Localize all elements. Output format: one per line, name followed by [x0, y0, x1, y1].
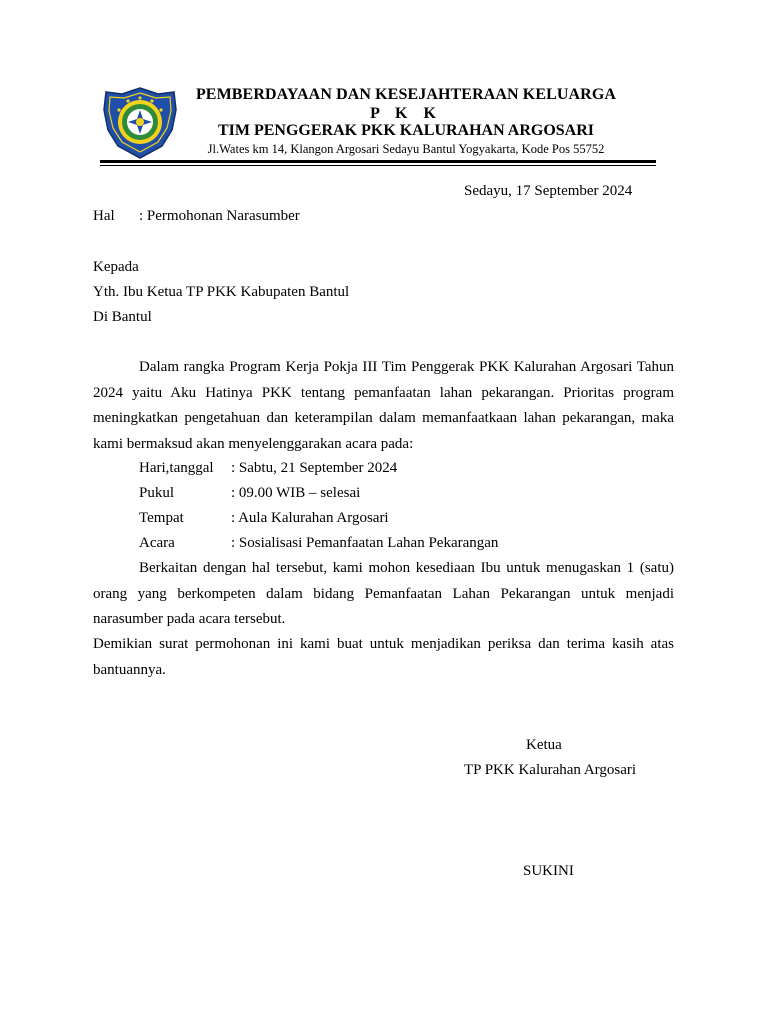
letterhead-org-name: PEMBERDAYAAN DAN KESEJAHTERAAN KELUARGA	[195, 86, 617, 103]
place-date: Sedayu, 17 September 2024	[464, 183, 633, 199]
subject-label: Hal	[93, 208, 115, 224]
detail-value-time: : 09.00 WIB – selesai	[231, 485, 361, 501]
addressee-place: Di Bantul	[93, 309, 152, 325]
detail-label-event: Acara	[139, 535, 175, 551]
signature-organization: TP PKK Kalurahan Argosari	[464, 762, 637, 778]
subject-value: : Permohonan Narasumber	[139, 208, 300, 224]
addressee-label: Kepada	[93, 259, 139, 275]
detail-label-time: Pukul	[139, 485, 175, 501]
detail-value-event: : Sosialisasi Pemanfaatan Lahan Pekarangan	[231, 535, 499, 551]
letterhead-divider-thin	[100, 165, 656, 166]
intro-line: kami bermaksud akan menyelenggarakan acara pada:	[93, 435, 414, 452]
letterhead-address: Jl.Wates km 14, Klangon Argosari Sedayu Bantul Yogyakarta, Kode Pos 55752	[207, 142, 605, 156]
addressee-name: Yth. Ibu Ketua TP PKK Kabupaten Bantul	[93, 284, 350, 300]
signature-name: SUKINI	[523, 863, 574, 879]
letterhead-divider-thick	[100, 160, 656, 163]
request-line: narasumber pada acara tersebut.	[93, 611, 286, 627]
closing-line: bantuannya.	[93, 661, 166, 678]
letterhead-abbreviation: P K K	[370, 105, 442, 122]
detail-label-date: Hari,tanggal	[139, 460, 214, 476]
signature-position: Ketua	[526, 737, 562, 753]
intro-line: 2024 yaitu Aku Hatinya PKK tentang pemanfaatan lahan pekarangan. Prioritas program	[93, 384, 674, 401]
request-line: orang yang berkompeten dalam bidang Pemanfaatan Lahan Pekarangan untuk menjadi	[93, 585, 674, 602]
pkk-emblem-icon	[100, 86, 180, 160]
closing-line: Demikian surat permohonan ini kami buat untuk menjadikan periksa dan terima kasih atas	[93, 636, 674, 652]
detail-value-date: : Sabtu, 21 September 2024	[231, 460, 398, 476]
detail-value-place: : Aula Kalurahan Argosari	[231, 510, 389, 526]
intro-line: meningkatkan pengetahuan dan keterampilan dalam memanfaatkaan lahan pekarangan, maka	[93, 410, 674, 426]
letterhead-team: TIM PENGGERAK PKK KALURAHAN ARGOSARI	[217, 122, 595, 139]
request-paragraph	[93, 556, 674, 633]
detail-label-place: Tempat	[139, 510, 184, 526]
request-line: Berkaitan dengan hal tersebut, kami mohon kesediaan Ibu untuk menugaskan 1 (satu)	[139, 560, 674, 576]
intro-paragraph	[93, 355, 674, 457]
intro-line: Dalam rangka Program Kerja Pokja III Tim Penggerak PKK Kalurahan Argosari Tahun	[139, 359, 674, 375]
closing-paragraph	[93, 632, 674, 683]
